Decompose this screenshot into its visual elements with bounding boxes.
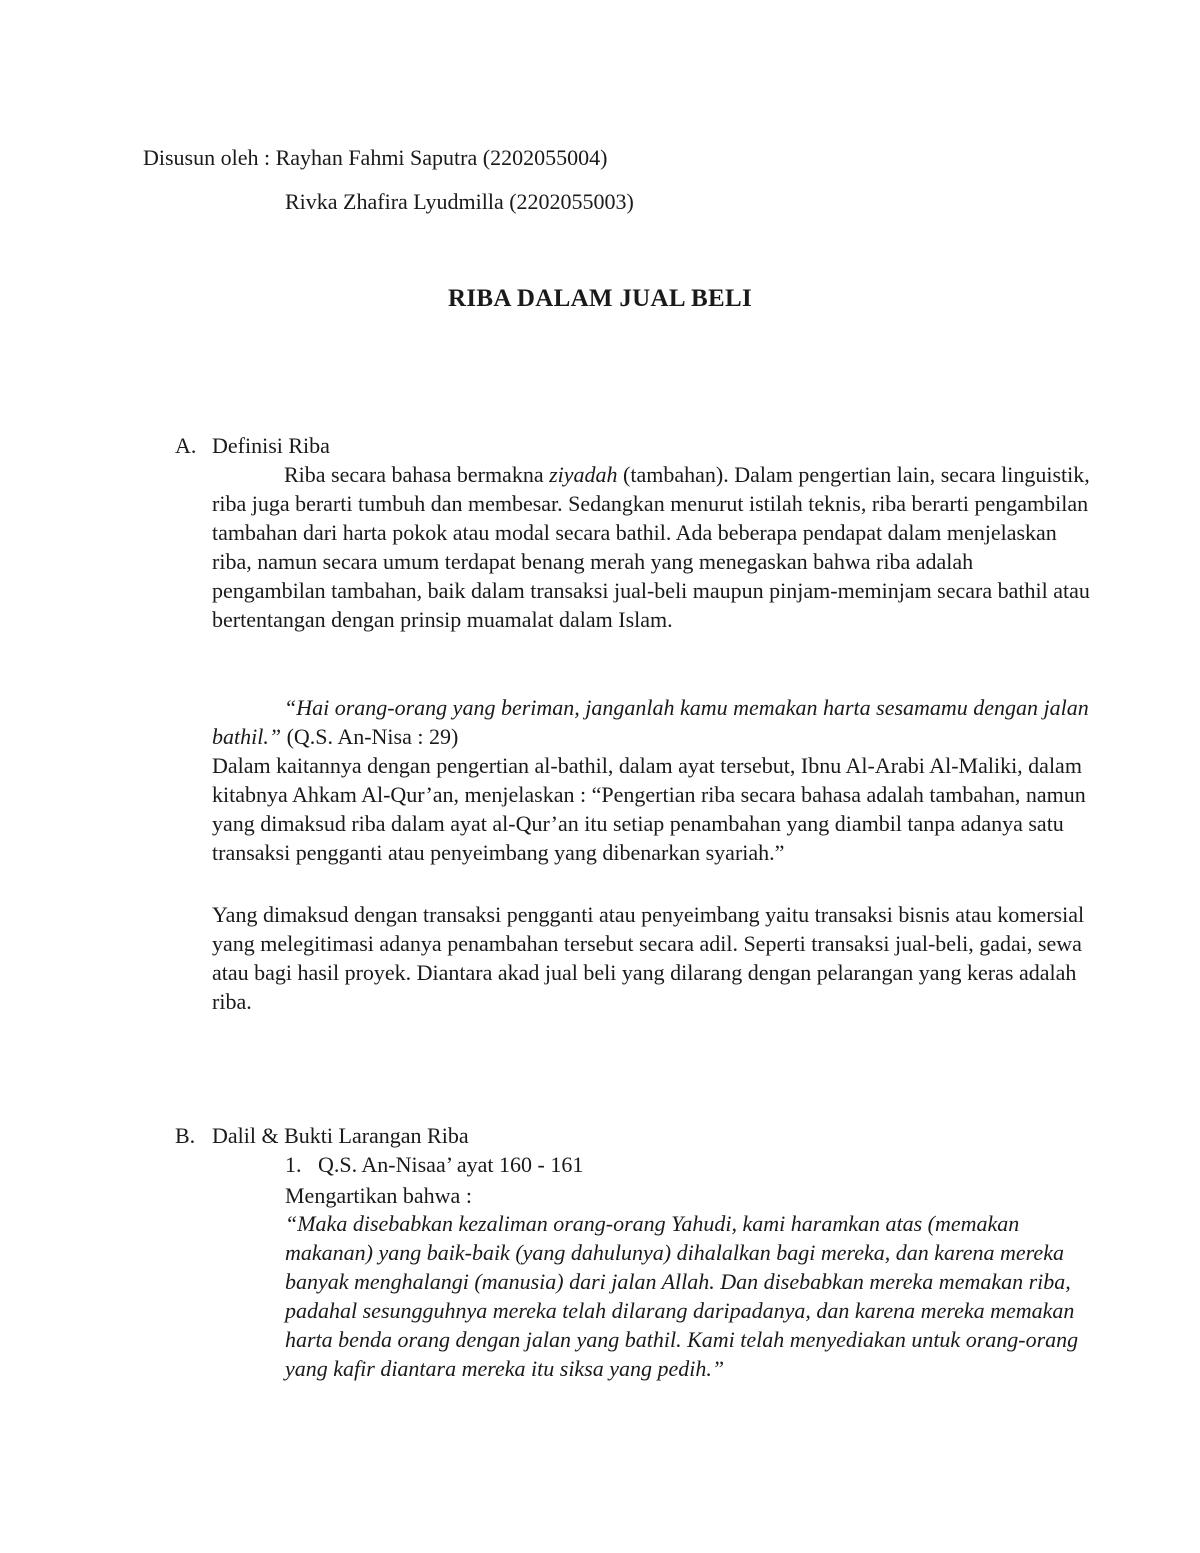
list-item-number: 1. — [285, 1152, 302, 1177]
authors-line: Disusun oleh : Rayhan Fahmi Saputra (2202055004) — [143, 145, 608, 170]
quote-text: “Hai orang-orang yang beriman, janganlah kamu memakan harta sesamamu dengan jalan bathil.” — [212, 695, 1089, 749]
p1-start: Riba secara bahasa bermakna — [284, 462, 550, 487]
quote-reference: (Q.S. An-Nisa : 29) — [281, 724, 459, 749]
section-b-letter: B. — [175, 1123, 196, 1148]
document-title: RIBA DALAM JUAL BELI — [448, 285, 752, 312]
section-b-heading: Dalil & Bukti Larangan Riba — [212, 1123, 469, 1148]
section-a-paragraph-2: Dalam kaitannya dengan pengertian al-bathil, dalam ayat tersebut, Ibnu Al-Arabi Al-Maliki, dalam kitabnya Ahkam Al-Qur’an, menjelaskan : “Pengertian riba secara bahasa adalah tambahan, namun yang dimaksud riba dalam ayat al-Qur’an itu setiap penambahan yang diambil tanpa adanya satu transaksi pengganti atau penyeimbang yang dibenarkan syariah.” — [212, 753, 1086, 865]
section-a-letter: A. — [175, 433, 197, 458]
quran-quote — [212, 693, 1092, 751]
section-a-heading: Definisi Riba — [212, 433, 330, 458]
section-a-paragraph-1 — [212, 460, 1092, 634]
author-second: Rivka Zhafira Lyudmilla (2202055003) — [285, 189, 634, 214]
p1-rest: (tambahan). Dalam pengertian lain, secara linguistik, riba juga berarti tumbuh dan membesar. Sedangkan menurut istilah teknis, riba berarti pengambilan tambahan dari harta pokok atau modal secara bathil. Ada beberapa pendapat dalam menjelaskan riba, namun secara umum terdapat benang merah yang menegaskan bahwa riba adalah pengambilan tambahan, baik dalam transaksi jual-beli maupun pinjam-meminjam secara bathil atau bertentangan dengan prinsip muamalat dalam Islam. — [212, 462, 1090, 632]
meaning-label: Mengartikan bahwa : — [285, 1183, 472, 1208]
meaning-quote: “Maka disebabkan kezaliman orang-orang Yahudi, kami haramkan atas (memakan makanan) yang baik-baik (yang dahulunya) dihalalkan bagi mereka, dan karena mereka banyak menghalangi (manusia) dari jalan Allah. Dan disebabkan mereka memakan riba, padahal sesungguhnya mereka telah dilarang daripadanya, dan karena mereka memakan harta benda orang dengan jalan yang bathil. Kami telah menyediakan untuk orang-orang yang kafir diantara mereka itu siksa yang pedih.” — [285, 1211, 1079, 1381]
section-a-paragraph-3: Yang dimaksud dengan transaksi pengganti atau penyeimbang yaitu transaksi bisnis atau komersial yang melegitimasi adanya penambahan tersebut secara adil. Seperti transaksi jual-beli, gadai, sewa atau bagi hasil proyek. Diantara akad jual beli yang dilarang dengan pelarangan yang keras adalah riba. — [212, 902, 1085, 1014]
p1-italic-term: ziyadah — [549, 462, 618, 487]
list-item-text: Q.S. An-Nisaa’ ayat 160 - 161 — [318, 1152, 584, 1177]
